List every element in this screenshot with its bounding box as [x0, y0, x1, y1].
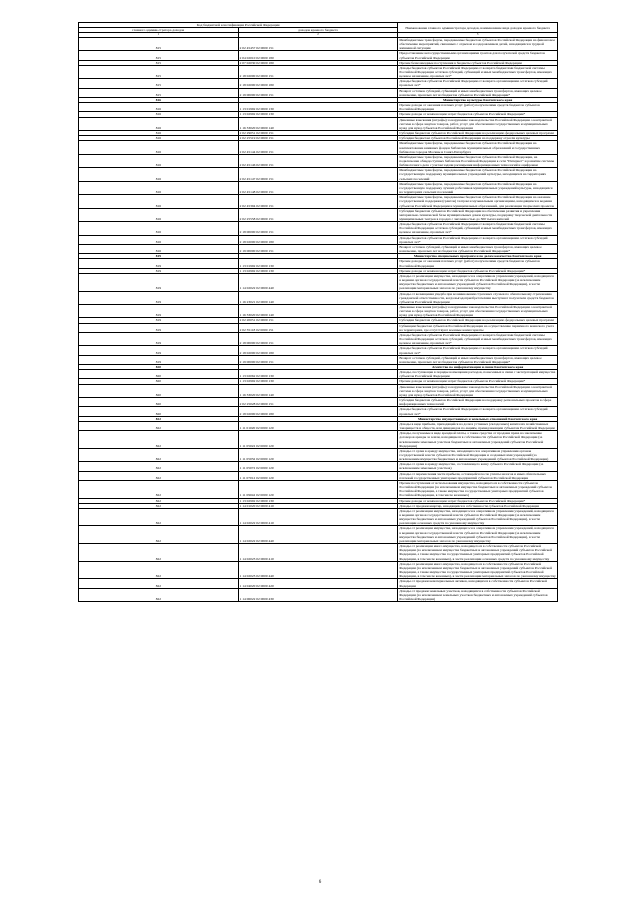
admin-code-cell: 820: [79, 398, 239, 407]
income-name-cell: Субсидии бюджетам субъектов Российской Федерации на поддержку региональных проектов в сфере информационных технологий: [398, 398, 558, 407]
admin-code-cell: 822: [79, 431, 239, 449]
table-row: [79, 181, 558, 194]
income-name-cell: Доходы бюджетов субъектов Российской Федерации от возврата бюджетами бюджетной системы Российской Федерации остатков субсидий, субвенций и иных межбюджетных трансфертов, имеющих целевое назначение, прошлых лет*: [398, 65, 558, 78]
income-name-cell: Доходы бюджетов субъектов Российской Федерации от возврата бюджетами бюджетной системы Российской Федерации остатков субсидий, субвенций и иных межбюджетных трансфертов, имеющих целевое назначение, прошлых лет*: [398, 332, 558, 345]
income-code-cell: 1 13 02992 02 0000 130: [238, 379, 398, 384]
income-name-cell: Субсидии бюджетам субъектов Российской Федерации на реализацию федеральных целевых программ: [398, 318, 558, 323]
income-name-cell: Денежные взыскания (штрафы) за нарушение законодательства Российской Федерации о контрактной системе в сфере закупок товаров, работ, услуг для обеспечения государственных и муниципальных нужд для нужд субъектов Российской Федерации: [398, 304, 558, 317]
income-code-cell: 1 14 02022 02 0000 440: [238, 273, 398, 291]
admin-code-cell: 816: [79, 117, 239, 130]
table-row: [79, 168, 558, 181]
income-code-cell: 2 02 45146 02 0000 151: [238, 154, 398, 167]
admin-code-cell: 816: [79, 136, 239, 141]
income-name-cell: Доходы от реализации имущества, находящегося в оперативном управлении учреждений, находящихся в ведении органов государственной власти субъектов Российской Федерации (за исключением имущества бюджетных и автономных учреждений субъектов Российской Федерации), в части реализации основных средств по указанному имуществу: [398, 508, 558, 526]
income-code-cell: 1 13 02992 02 0000 130: [238, 112, 398, 117]
income-name-cell: Прочие доходы от компенсации затрат бюджетов субъектов Российской Федерации*: [398, 268, 558, 273]
income-code-cell: 1 11 09042 02 0000 120: [238, 480, 398, 498]
admin-code-cell: 819: [79, 318, 239, 323]
income-name-cell: Субсидия бюджетам субъектов Российской Федерации на поддержку отрасли культуры: [398, 136, 558, 141]
income-code-cell: 1 13 01992 02 0000 130: [238, 103, 398, 112]
column-number: 2: [238, 33, 398, 38]
income-code-cell: 2 18 02000 02 0000 180: [238, 346, 398, 355]
income-name-cell: Денежные взыскания (штрафы) за нарушение законодательства Российской Федерации о контрактной системе в сфере закупок товаров, работ, услуг для обеспечения государственных и муниципальных нужд для нужд субъектов Российской Федерации: [398, 384, 558, 397]
income-code-cell: 1 14 06022 02 0000 430: [238, 588, 398, 601]
income-code-cell: 1 11 05022 02 0000 120: [238, 431, 398, 449]
income-name-cell: Предоставление негосударственными организациями грантов для получателей средств бюджетов субъектов Российской Федерации: [398, 51, 558, 60]
header-budget-classification: Код бюджетной классификации Российской Федерации: [79, 23, 398, 28]
income-name-cell: Доходы от перечисления части прибыли, остающейся после уплаты налогов и иных обязательных платежей государственных унитарных предприятий субъектов Российской Федерации: [398, 471, 558, 480]
income-code-cell: 2 18 02000 02 0000 151: [238, 65, 398, 78]
income-code-cell: 1 11 07012 02 0000 120: [238, 471, 398, 480]
admin-code-cell: 815: [79, 79, 239, 88]
admin-code-cell: 816: [79, 131, 239, 136]
table-row: [79, 79, 558, 88]
document-page: [78, 22, 558, 602]
table-row: [79, 323, 558, 332]
table-row: [79, 259, 558, 268]
table-row: [79, 471, 558, 480]
income-name-cell: Межбюджетные трансферты, передаваемые бюджетам субъектов Российской Федерации на оказание государственной поддержки (грантов) театрам и музыкальным организациям, находящимся в ведении субъектов Российской Федерации и муниципальных образований, для реализации творческих проектов: [398, 195, 558, 208]
income-name-cell: Субвенции бюджетам субъектов Российской Федерации на осуществление первичного воинского учета на территориях, где отсутствуют военные комиссариаты: [398, 323, 558, 332]
admin-code-cell: 819: [79, 304, 239, 317]
income-code-cell: 1 16 23021 02 0000 140: [238, 291, 398, 304]
income-name-cell: Возврат остатков субсидий, субвенций и иных межбюджетных трансфертов, имеющих целевое назначение, прошлых лет из бюджетов субъектов Российской Федерации*: [398, 244, 558, 253]
admin-code-cell: 820: [79, 379, 239, 384]
income-code-cell: 2 19 00000 02 0000 151: [238, 355, 398, 364]
admin-code-cell: 816: [79, 222, 239, 235]
income-name-cell: Доходы бюджетов субъектов Российской Федерации от возврата организациями остатков субсидий прошлых лет*: [398, 407, 558, 416]
admin-code-cell: 822: [79, 480, 239, 498]
table-row: [79, 332, 558, 345]
income-name-cell: Доходы от продажи квартир, находящихся в собственности субъектов Российской Федерации: [398, 503, 558, 508]
table-row: [79, 462, 558, 471]
income-name-cell: Субсидии бюджетам субъектов Российской Федерации на реализацию федеральных целевых программ: [398, 131, 558, 136]
income-code-cell: 2 18 00000 02 0000 151: [238, 332, 398, 345]
income-name-cell: Межбюджетные трансферты, передаваемые бюджетам субъектов Российской Федерации, на подключение общедоступных библиотек Российской Федерации к сети "Интернет" и развитие системы библиотечного дела с учетом задачи расширения информационных технологий и оцифровки: [398, 154, 558, 167]
table-row: [79, 235, 558, 244]
table-row: [79, 544, 558, 562]
income-code-cell: 2 02 45394 02 0000 151: [238, 195, 398, 208]
admin-code-cell: 820: [79, 365, 239, 370]
income-name-cell: Доходы от реализации имущества, находящегося в оперативном управлении учреждений, находящихся в ведении органов государственной власти субъектов Российской Федерации (за исключением имущества бюджетных и автономных учреждений субъектов Российской Федерации), в части реализации материальных запасов по указанному имуществу: [398, 526, 558, 544]
income-name-cell: Министерство культуры Камчатского края: [398, 97, 558, 102]
table-row: [79, 141, 558, 154]
income-codes-table: [78, 22, 558, 602]
admin-code-cell: 819: [79, 332, 239, 345]
table-row: [79, 588, 558, 601]
admin-code-cell: 822: [79, 526, 239, 544]
table-row: [79, 448, 558, 461]
income-code-cell: 1 11 01020 02 0000 120: [238, 421, 398, 430]
table-row: [79, 51, 558, 60]
income-name-cell: Доходы от сдачи в аренду имущества, составляющего казну субъекта Российской Федерации (за исключением земельных участков): [398, 462, 558, 471]
income-code-cell: 1 16 33020 02 0000 140: [238, 304, 398, 317]
income-name-cell: Денежные взыскания (штрафы) за нарушение законодательства Российской Федерации о контрактной системе в сфере закупок товаров, работ, услуг для обеспечения государственных и муниципальных нужд для нужд субъектов Российской Федерации: [398, 117, 558, 130]
admin-code-cell: 816: [79, 195, 239, 208]
table-row: [79, 154, 558, 167]
table-row: [79, 304, 558, 317]
table-row: [79, 407, 558, 416]
admin-code-cell: 822: [79, 588, 239, 601]
admin-code-cell: 819: [79, 273, 239, 291]
column-number: 3: [398, 33, 558, 38]
income-code-cell: 2 18 02000 02 0000 180: [238, 235, 398, 244]
income-name-cell: Прочие доходы от компенсации затрат бюджетов субъектов Российской Федерации*: [398, 379, 558, 384]
income-name-cell: Прочие доходы от оказания платных услуг (работ) получателями средств бюджетов субъектов Российской Федерации: [398, 259, 558, 268]
income-name-cell: Доходы бюджетов субъектов Российской Федерации от возврата организациями остатков субсидий прошлых лет*: [398, 346, 558, 355]
table-row: [79, 195, 558, 208]
income-code-cell: 2 19 00000 02 0000 151: [238, 88, 398, 97]
income-name-cell: Прочие доходы от компенсации затрат бюджетов субъектов Российской Федерации*: [398, 112, 558, 117]
admin-code-cell: 819: [79, 259, 239, 268]
income-name-cell: Прочие доходы от компенсации затрат бюджетов субъектов Российской Федерации*: [398, 498, 558, 503]
income-code-cell: 1 13 01992 02 0000 130: [238, 259, 398, 268]
admin-code-cell: 816: [79, 141, 239, 154]
income-code-cell: 1 14 02022 02 0000 440: [238, 526, 398, 544]
income-name-cell: Доходы бюджетов субъектов Российской Федерации от возврата организациями остатков субсидий прошлых лет*: [398, 235, 558, 244]
admin-code-cell: 816: [79, 97, 239, 102]
admin-code-cell: 819: [79, 346, 239, 355]
table-row: [79, 88, 558, 97]
admin-code-cell: 815: [79, 88, 239, 97]
admin-code-cell: 820: [79, 370, 239, 379]
income-name-cell: Агентство по информатизации и связи Камчатского края: [398, 365, 558, 370]
table-row: [79, 117, 558, 130]
income-code-cell: 1 11 05072 02 0000 120: [238, 462, 398, 471]
income-code-cell: 2 02 25519 02 0000 151: [238, 136, 398, 141]
admin-code-cell: 822: [79, 448, 239, 461]
table-row: [79, 398, 558, 407]
income-code-cell: 2 02 29051 02 0000 151: [238, 131, 398, 136]
admin-code-cell: 816: [79, 235, 239, 244]
admin-code-cell: 822: [79, 561, 239, 579]
admin-code-cell: 822: [79, 579, 239, 588]
income-code-cell: 2 18 00000 02 0000 151: [238, 222, 398, 235]
income-code-cell: 2 02 45144 02 0000 151: [238, 141, 398, 154]
admin-code-cell: 819: [79, 323, 239, 332]
table-row: [79, 65, 558, 78]
income-name-cell: Доходы от реализации имущества, находящегося в оперативном управлении учреждений, находящихся в ведении органов государственной власти субъектов Российской Федерации (за исключением имущества бюджетных и автономных учреждений субъектов Российской Федерации), в части реализации материальных запасов по указанному имуществу: [398, 273, 558, 291]
admin-code-cell: 816: [79, 208, 239, 221]
income-code-cell: 1 14 04020 02 0000 420: [238, 579, 398, 588]
page-number: 6: [318, 880, 322, 885]
admin-code-cell: 816: [79, 154, 239, 167]
admin-code-cell: 822: [79, 471, 239, 480]
admin-code-cell: 815: [79, 65, 239, 78]
admin-code-cell: 820: [79, 384, 239, 397]
income-code-cell: 1 16 33020 02 0000 140: [238, 117, 398, 130]
admin-code-cell: 822: [79, 421, 239, 430]
income-name-cell: Министерство специальных программ и по делам казачества Камчатского края: [398, 254, 558, 259]
income-code-cell: 1 14 02022 02 0000 410: [238, 508, 398, 526]
income-code-cell: 2 02 45148 02 0000 151: [238, 181, 398, 194]
income-name-cell: Прочие поступления от использования имущества, находящегося в собственности субъектов Российской Федерации (за исключением имущества бюджетных и автономных учреждений субъектов Российской Федерации, а также имущества государственных унитарных предприятий субъектов Российской Федерации, в том числе казенных): [398, 480, 558, 498]
table-row: [79, 273, 558, 291]
admin-code-cell: 819: [79, 355, 239, 364]
table-row: [79, 37, 558, 50]
income-code-cell: 2 04 02010 02 0000 180: [238, 51, 398, 60]
income-code-cell: 1 11 05032 02 0000 120: [238, 448, 398, 461]
income-code-cell: 1 16 33020 02 0000 140: [238, 384, 398, 397]
income-code-cell: 1 13 02992 02 0000 130: [238, 268, 398, 273]
income-name-cell: Межбюджетные трансферты, передаваемые бюджетам субъектов Российской Федерации на государственную поддержку муниципальных учреждений культуры, находящихся на территориях сельских поселений: [398, 168, 558, 181]
table-row: [79, 508, 558, 526]
income-code-cell: 2 07 02030 02 0000 180: [238, 60, 398, 65]
table-row: [79, 421, 558, 430]
table-row: [79, 208, 558, 221]
admin-code-cell: 816: [79, 244, 239, 253]
income-code-cell: 1 13 02992 02 0000 130: [238, 498, 398, 503]
income-code-cell: 2 02 25028 02 0000 151: [238, 398, 398, 407]
income-code-cell: 2 02 35118 02 0000 151: [238, 323, 398, 332]
admin-code-cell: 815: [79, 51, 239, 60]
table-row: [79, 526, 558, 544]
table-row: [79, 384, 558, 397]
admin-code-cell: 822: [79, 498, 239, 503]
income-name-cell: Доходы от возмещения ущерба при возникновении страховых случаев по обязательному страхованию гражданской ответственности, когда выгодоприобретателями выступают получатели средств бюджетов субъектов Российской Федерации: [398, 291, 558, 304]
admin-code-cell: 816: [79, 112, 239, 117]
income-code-cell: 2 02 45147 02 0000 151: [238, 168, 398, 181]
table-row: [79, 579, 558, 588]
income-name-cell: Доходы от сдачи в аренду имущества, находящегося в оперативном управлении органов государственной власти субъектов Российской Федерации и созданных ими учреждений (за исключением имущества бюджетных и автономных учреждений субъектов Российской Федерации): [398, 448, 558, 461]
table-row: [79, 370, 558, 379]
income-name-cell: Доходы от продажи земельных участков, находящихся в собственности субъектов Российской Федерации (за исключением земельных участков бюджетных и автономных учреждений субъектов Российской Федерации): [398, 588, 558, 601]
income-name-cell: Прочие безвозмездные поступления в бюджеты субъектов Российской Федерации: [398, 60, 558, 65]
admin-code-cell: 815: [79, 37, 239, 50]
income-name-cell: Доходы, получаемые в виде арендной платы, а также средства от продажи права на заключение договоров аренды за земли, находящиеся в собственности субъектов Российской Федерации (за исключением земельных участков бюджетных и автономных учреждений субъектов Российской Федерации): [398, 431, 558, 449]
table-row: [79, 103, 558, 112]
income-code-cell: 2 02 25558 02 0000 151: [238, 208, 398, 221]
income-name-cell: Доходы от продажи нематериальных активов, находящихся в собственности субъектов Российской Федерации: [398, 579, 558, 588]
admin-code-cell: 819: [79, 268, 239, 273]
income-name-cell: Межбюджетные трансферты, передаваемые бюджетам субъектов Российской Федерации на государственную поддержку лучших работников муниципальных учреждений культуры, находящихся на территориях сельских поселений: [398, 181, 558, 194]
income-name-cell: Доходы в виде прибыли, приходящейся на доли в уставных (складочных) капиталах хозяйственных товариществ и обществ, или дивидендов по акциям, принадлежащим субъектам Российской Федерации: [398, 421, 558, 430]
table-row: [79, 291, 558, 304]
table-row: [79, 480, 558, 498]
admin-code-cell: 820: [79, 407, 239, 416]
income-name-cell: Межбюджетные трансферты, передаваемые бюджетам субъектов Российской Федерации на комплектование книжных фондов библиотек муниципальных образований и государственных библиотек городов Москвы и Санкт-Петербурга: [398, 141, 558, 154]
income-name-cell: Доходы бюджетов субъектов Российской Федерации от возврата бюджетами бюджетной системы Российской Федерации остатков субсидий, субвенций и иных межбюджетных трансфертов, имеющих целевое назначение, прошлых лет*: [398, 222, 558, 235]
income-name-cell: Доходы, поступающие в порядке возмещения расходов, понесенных в связи с эксплуатацией имущества субъектов Российской Федерации: [398, 370, 558, 379]
column-number: 1: [79, 33, 239, 38]
income-name-cell: Межбюджетные трансферты, передаваемые бюджетам субъектов Российской Федерации на финансовое обеспечение мероприятий, связанных с отдыхом и оздоровлением детей, находящихся в трудной жизненной ситуации: [398, 37, 558, 50]
admin-code-cell: 822: [79, 544, 239, 562]
income-name-cell: Возврат остатков субсидий, субвенций и иных межбюджетных трансфертов, имеющих целевое назначение, прошлых лет из бюджетов субъектов Российской Федерации*: [398, 355, 558, 364]
admin-code-cell: 822: [79, 508, 239, 526]
admin-code-cell: 822: [79, 462, 239, 471]
table-row: [79, 561, 558, 579]
income-name-cell: Возврат остатков субсидий, субвенций и иных межбюджетных трансфертов, имеющих целевое назначение, прошлых лет из бюджетов субъектов Российской Федерации*: [398, 88, 558, 97]
income-code-cell: 1 14 02023 02 0000 410: [238, 544, 398, 562]
admin-code-cell: 822: [79, 416, 239, 421]
income-name-cell: Министерство имущественных и земельных отношений Камчатского края: [398, 416, 558, 421]
table-row: [79, 244, 558, 253]
income-code-cell: 1 14 01020 02 0000 410: [238, 503, 398, 508]
admin-code-cell: 816: [79, 181, 239, 194]
income-code-cell: 2 18 02000 02 0000 180: [238, 407, 398, 416]
income-name-cell: Доходы от реализации иного имущества, находящегося в собственности субъектов Российской Федерации (за исключением имущества бюджетных и автономных учреждений субъектов Российской Федерации, а также имущества государственных унитарных предприятий субъектов Российской Федерации, в том числе казенных), в части реализации материальных запасов по указанному имуществу: [399, 561, 556, 579]
admin-code-cell: 819: [79, 254, 239, 259]
admin-code-cell: 815: [79, 60, 239, 65]
income-code-cell: 1 14 02023 02 0000 440: [238, 561, 398, 579]
table-row: [79, 431, 558, 449]
table-row: [79, 346, 558, 355]
admin-code-cell: 816: [79, 103, 239, 112]
admin-code-cell: 819: [79, 291, 239, 304]
admin-code-cell: 822: [79, 503, 239, 508]
table-row: [79, 222, 558, 235]
income-name-cell: Субсидии бюджетам субъектов Российской Федерации на обеспечение развития и укрепления материально-технической базы муниципальных домов культуры, поддержку творческой деятельности муниципальных театров в городах с численностью до 300 тысяч жителей: [398, 208, 558, 221]
header-admin: главного админи-стратора доходов: [79, 28, 239, 33]
income-code-cell: 2 19 00000 02 0000 151: [238, 244, 398, 253]
income-name-cell: Прочие доходы от оказания платных услуг (работ) получателями средств бюджетов субъектов Российской Федерации: [398, 103, 558, 112]
income-code-cell: 2 02 45457 02 0000 151: [238, 37, 398, 50]
header-code: доходов краевого бюджета: [238, 28, 398, 33]
income-code-cell: 2 02 20051 02 0000 151: [238, 318, 398, 323]
income-code-cell: 1 13 02062 02 0000 130: [238, 370, 398, 379]
table-row: [79, 355, 558, 364]
admin-code-cell: 816: [79, 168, 239, 181]
income-name-cell: Доходы бюджетов субъектов Российской Федерации от возврата организациями остатков субсидий прошлых лет*: [398, 79, 558, 88]
income-code-cell: 2 18 02000 02 0000 180: [238, 79, 398, 88]
header-name: Наименование главного администратора доходов, наименование вида доходов краевого бюджета: [398, 23, 558, 33]
income-name-cell: Доходы от реализации иного имущества, находящегося в собственности субъектов Российской Федерации (за исключением имущества бюджетных и автономных учреждений субъектов Российской Федерации, а также имущества государственных унитарных предприятий субъектов Российской Федерации, в том числе казенных), в части реализации основных средств по указанному имуществу: [398, 544, 558, 562]
